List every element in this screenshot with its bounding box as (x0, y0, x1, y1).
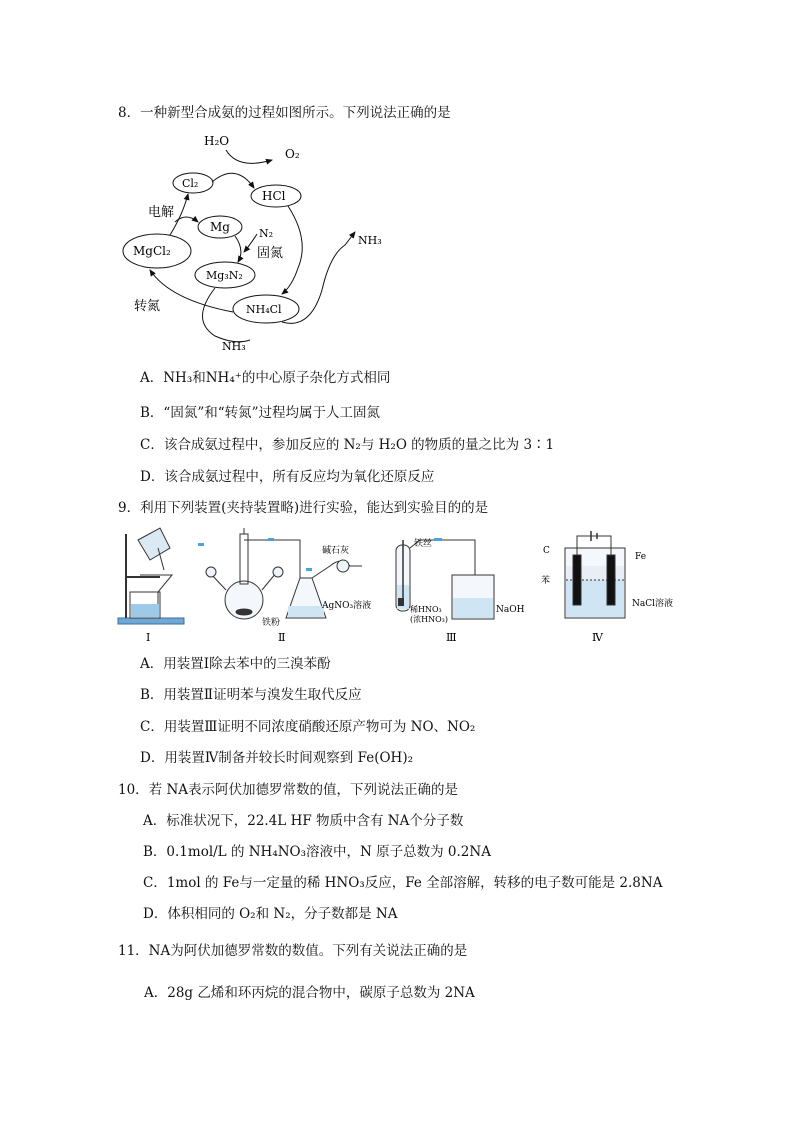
label-mg3n2: Mg₃N₂ (206, 269, 243, 282)
q8-stem: 8．一种新型合成氨的过程如图所示。下列说法正确的是 (118, 105, 451, 121)
q8-option-a: A．NH₃和NH₄⁺的中心原子杂化方式相同 (140, 370, 391, 386)
label-nacl: NaCl溶液 (632, 599, 674, 609)
label-tiesi: 铁丝 (414, 539, 433, 549)
label-jianshihui: 碱石灰 (322, 546, 350, 556)
label-h2o: H₂O (204, 134, 230, 148)
q10-stem: 10．若 NA表示阿伏加德罗常数的值，下列说法正确的是 (118, 782, 459, 798)
label-ben: 苯 (541, 576, 551, 586)
label-fe: Fe (635, 552, 647, 562)
label-apparatus-ii: Ⅱ (278, 631, 286, 644)
electrode-c (573, 555, 581, 605)
label-gudan: 固氮 (257, 246, 284, 261)
label-nonghno3: (浓HNO₃) (410, 615, 448, 624)
label-apparatus-iii: Ⅲ (446, 631, 457, 644)
label-mg: Mg (210, 220, 230, 234)
label-mgcl2: MgCl₂ (133, 244, 171, 258)
q9-option-b: B．用装置Ⅱ证明苯与溴发生取代反应 (140, 687, 362, 703)
label-c: C (543, 546, 550, 556)
q9-option-d: D．用装置Ⅳ制备并较长时间观察到 Fe(OH)₂ (140, 750, 414, 766)
q9-option-c: C．用装置Ⅲ证明不同浓度硝酸还原产物可为 NO、NO₂ (140, 719, 476, 735)
label-nh3-bottom: NH₃ (222, 340, 246, 353)
label-n2: N₂ (259, 227, 274, 240)
q10-option-d: D．体积相同的 O₂和 N₂，分子数都是 NA (143, 906, 398, 922)
q10-option-c: C．1mol 的 Fe与一定量的稀 HNO₃反应，Fe 全部溶解，转移的电子数可能是 2.8NA (143, 875, 663, 891)
label-hcl: HCl (262, 189, 286, 203)
label-nh4cl: NH₄Cl (246, 303, 282, 316)
q11-option-a: A．28g 乙烯和环丙烷的混合物中，碳原子总数为 2NA (144, 985, 475, 1001)
label-cl2: Cl₂ (182, 177, 199, 190)
label-zhuandan: 转氮 (134, 299, 161, 314)
label-o2: O₂ (285, 147, 300, 161)
q10-option-b: B．0.1mol/L 的 NH₄NO₃溶液中，N 原子总数为 0.2NA (143, 844, 491, 860)
label-xihno3: 稀HNO₃ (410, 605, 442, 614)
q9-stem: 9．利用下列装置(夹持装置略)进行实验，能达到实验目的的是 (118, 500, 489, 516)
electrode-fe (607, 555, 615, 605)
q10-option-a: A．标准状况下，22.4L HF 物质中含有 NA个分子数 (143, 813, 464, 829)
q8-option-c: C．该合成氨过程中，参加反应的 N₂与 H₂O 的物质的量之比为 3∶1 (140, 437, 555, 453)
label-nh3-right: NH₃ (358, 234, 382, 247)
q11-stem: 11．NA为阿伏加德罗常数的数值。下列有关说法正确的是 (118, 943, 468, 959)
label-tiefen: 铁粉 (262, 618, 281, 628)
q8-option-d: D．该合成氨过程中，所有反应均为氧化还原反应 (140, 469, 435, 485)
q9-option-a: A．用装置Ⅰ除去苯中的三溴苯酚 (140, 656, 331, 672)
q8-option-b: B．“固氮”和“转氮”过程均属于人工固氮 (140, 405, 381, 421)
label-apparatus-i: Ⅰ (146, 631, 151, 644)
label-dianjie: 电解 (148, 205, 175, 220)
label-naoh: NaOH (496, 605, 525, 615)
label-apparatus-iv: Ⅳ (592, 631, 603, 644)
label-agno3: AgNO₃溶液 (322, 601, 372, 611)
pouring-beaker-i (138, 528, 170, 560)
stand-base-i (118, 618, 184, 624)
